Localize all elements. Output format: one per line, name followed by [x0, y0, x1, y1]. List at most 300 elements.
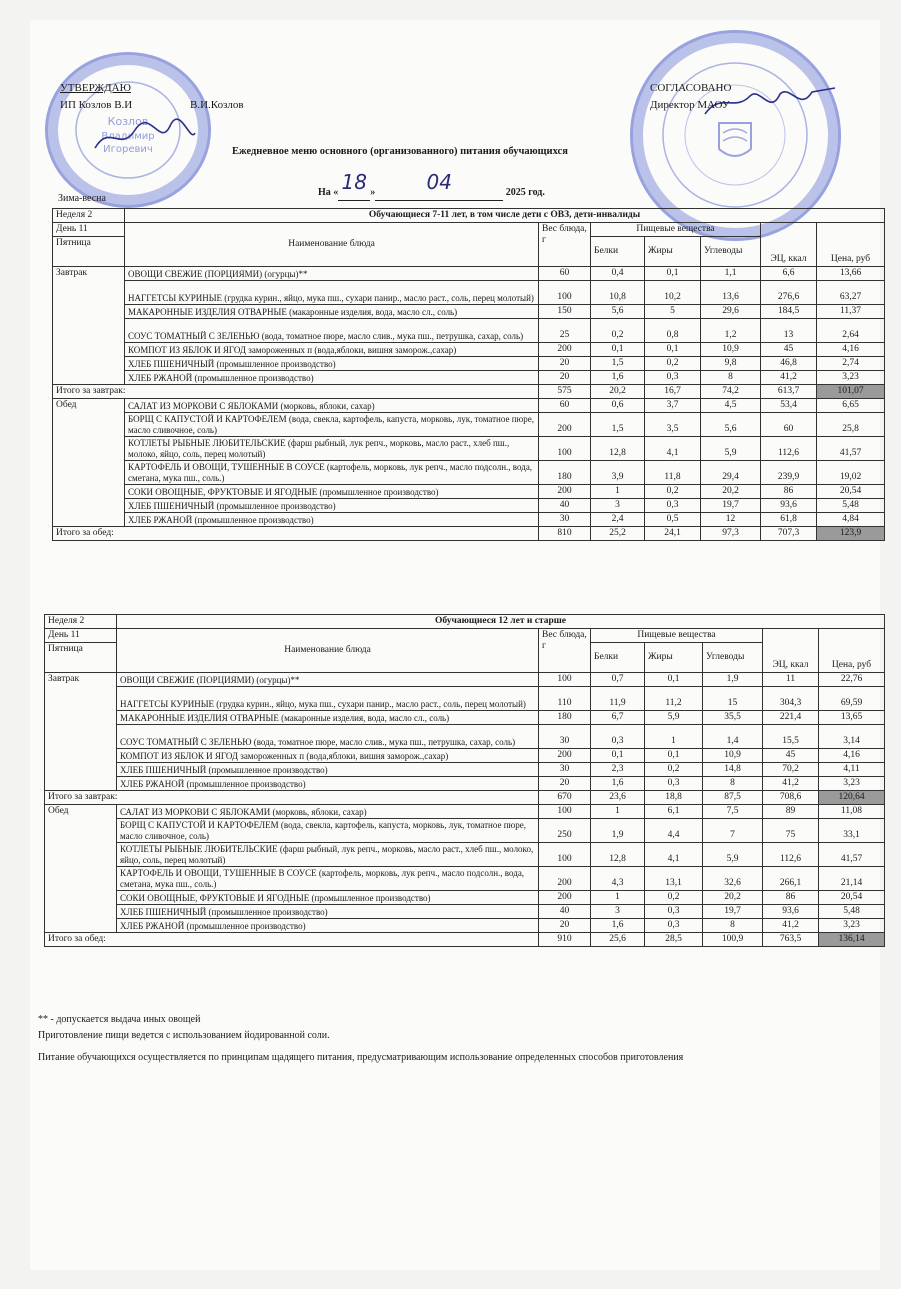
dish-protein: 2,4 — [591, 513, 645, 527]
week-label: Неделя 2 — [53, 209, 125, 223]
dish-kcal: 86 — [763, 891, 819, 905]
dish-weight: 20 — [539, 357, 591, 371]
col-kcal: ЭЦ, ккал — [761, 223, 817, 267]
agreement-block — [650, 80, 731, 114]
dish-weight: 180 — [539, 711, 591, 725]
menu-date — [318, 170, 545, 201]
dish-carbs: 1,9 — [703, 673, 763, 687]
dish-carbs: 29,6 — [701, 305, 761, 319]
dish-name: СОУС ТОМАТНЫЙ С ЗЕЛЕНЬЮ (вода, томатное пюре, масло слив., мука пш., петрушка, сахар, соль) — [117, 725, 539, 749]
note-iodized-salt: Приготовление пищи ведется с использованием йодированной соли. — [38, 1030, 330, 1041]
dish-fat: 0,2 — [645, 891, 703, 905]
dish-name: КАРТОФЕЛЬ И ОВОЩИ, ТУШЕННЫЕ В СОУСЕ (картофель, морковь, лук репч., масло подсолн., вода, сметана, мука пш., соль.) — [125, 461, 539, 485]
agree-role: Директор МАОУ — [650, 99, 730, 111]
dish-weight: 100 — [539, 281, 591, 305]
dish-name: ХЛЕБ РЖАНОЙ (промышленное производство) — [117, 777, 539, 791]
dish-weight: 200 — [539, 413, 591, 437]
dish-fat: 4,4 — [645, 819, 703, 843]
dish-carbs: 7 — [703, 819, 763, 843]
dish-carbs: 20,2 — [701, 485, 761, 499]
dish-carbs: 15 — [703, 687, 763, 711]
dish-carbs: 5,9 — [703, 843, 763, 867]
dish-fat: 0,2 — [645, 763, 703, 777]
dish-name: ХЛЕБ ПШЕНИЧНЫЙ (промышленное производство) — [117, 905, 539, 919]
approval-block — [60, 80, 244, 114]
dish-fat: 0,3 — [645, 777, 703, 791]
note-gentle-nutrition: Питание обучающихся осуществляется по принципам щадящего питания, предусматривающим использование определенных способов приготовления — [38, 1052, 684, 1063]
dish-fat: 3,5 — [645, 413, 701, 437]
breakfast-dish-row — [45, 725, 885, 749]
dish-fat: 0,1 — [645, 749, 703, 763]
dish-weight: 20 — [539, 777, 591, 791]
dish-price: 13,66 — [817, 267, 885, 281]
lunch-total-row — [53, 527, 885, 541]
breakfast-total-label: Итого за завтрак: — [45, 791, 539, 805]
approve-name — [60, 97, 244, 114]
dish-protein: 1,6 — [591, 777, 645, 791]
day-name: Пятница — [45, 643, 117, 673]
svg-text:Владимир: Владимир — [101, 131, 155, 142]
dish-price: 5,48 — [817, 499, 885, 513]
dish-kcal: 276,6 — [761, 281, 817, 305]
dish-kcal: 60 — [761, 413, 817, 437]
dish-carbs: 9,8 — [701, 357, 761, 371]
dish-name: НАГГЕТСЫ КУРИНЫЕ (грудка курин., яйцо, мука пш., сухари панир., масло раст., соль, перец молотый) — [117, 687, 539, 711]
day-row — [45, 629, 885, 643]
dish-protein: 1,9 — [591, 819, 645, 843]
dish-kcal: 266,1 — [763, 867, 819, 891]
dish-weight: 100 — [539, 805, 591, 819]
dish-price: 20,54 — [819, 891, 885, 905]
dish-kcal: 86 — [761, 485, 817, 499]
lunch-total-w: 810 — [539, 527, 591, 541]
dish-protein: 2,3 — [591, 763, 645, 777]
dish-weight: 250 — [539, 819, 591, 843]
dish-name: КОМПОТ ИЗ ЯБЛОК И ЯГОД замороженных п (вода,яблоки, вишня заморож.,сахар) — [125, 343, 539, 357]
dish-carbs: 10,9 — [701, 343, 761, 357]
breakfast-total-row — [45, 791, 885, 805]
breakfast-dish-row — [53, 357, 885, 371]
dish-kcal: 75 — [763, 819, 819, 843]
dish-carbs: 32,6 — [703, 867, 763, 891]
lunch-dish-row — [53, 437, 885, 461]
dish-name: БОРЩ С КАПУСТОЙ И КАРТОФЕЛЕМ (вода, свекла, картофель, капуста, морковь, лук, томатное пюре, масло сливочное, соль) — [117, 819, 539, 843]
dish-weight: 200 — [539, 749, 591, 763]
dish-protein: 10,8 — [591, 281, 645, 305]
note-vegetables: ** - допускается выдача иных овощей — [38, 1014, 201, 1025]
lunch-dish-row — [45, 919, 885, 933]
dish-carbs: 8 — [703, 919, 763, 933]
col-weight: Вес блюда, г — [539, 629, 591, 673]
lunch-total-k: 707,3 — [761, 527, 817, 541]
dish-price: 41,57 — [819, 843, 885, 867]
day-number: День 11 — [53, 223, 125, 237]
dish-kcal: 70,2 — [763, 763, 819, 777]
dish-protein: 1,5 — [591, 357, 645, 371]
dish-name: СОКИ ОВОЩНЫЕ, ФРУКТОВЫЕ И ЯГОДНЫЕ (промышленное производство) — [125, 485, 539, 499]
dish-price: 6,65 — [817, 399, 885, 413]
lunch-dish-row — [53, 413, 885, 437]
dish-kcal: 41,2 — [763, 919, 819, 933]
dish-fat: 0,3 — [645, 919, 703, 933]
lunch-total-p: 25,6 — [591, 933, 645, 947]
dish-fat: 5 — [645, 305, 701, 319]
dish-weight: 200 — [539, 867, 591, 891]
dish-protein: 11,9 — [591, 687, 645, 711]
dish-name: СОКИ ОВОЩНЫЕ, ФРУКТОВЫЕ И ЯГОДНЫЕ (промышленное производство) — [117, 891, 539, 905]
dish-kcal: 45 — [761, 343, 817, 357]
dish-kcal: 61,8 — [761, 513, 817, 527]
dish-fat: 0,1 — [645, 343, 701, 357]
dish-kcal: 93,6 — [761, 499, 817, 513]
dish-name: ОВОЩИ СВЕЖИЕ (ПОРЦИЯМИ) (огурцы)** — [117, 673, 539, 687]
dish-price: 3,14 — [819, 725, 885, 749]
lunch-dish-row — [45, 867, 885, 891]
lunch-total-k: 763,5 — [763, 933, 819, 947]
dish-carbs: 20,2 — [703, 891, 763, 905]
approve-signature-name: В.И.Козлов — [190, 99, 244, 111]
breakfast-total-label: Итого за завтрак: — [53, 385, 539, 399]
dish-fat: 3,7 — [645, 399, 701, 413]
lunch-total-label: Итого за обед: — [53, 527, 539, 541]
menu-table-12-plus — [44, 614, 885, 947]
breakfast-label: Завтрак — [45, 673, 117, 791]
lunch-label: Обед — [53, 399, 125, 527]
dish-price: 21,14 — [819, 867, 885, 891]
dish-weight: 110 — [539, 687, 591, 711]
dish-price: 22,76 — [819, 673, 885, 687]
dish-weight: 25 — [539, 319, 591, 343]
dish-weight: 20 — [539, 919, 591, 933]
dish-protein: 1,6 — [591, 919, 645, 933]
breakfast-dish-row — [53, 343, 885, 357]
dish-fat: 5,9 — [645, 711, 703, 725]
dish-kcal: 184,5 — [761, 305, 817, 319]
dish-protein: 1,6 — [591, 371, 645, 385]
dish-kcal: 89 — [763, 805, 819, 819]
dish-carbs: 1,1 — [701, 267, 761, 281]
col-kcal: ЭЦ, ккал — [763, 629, 819, 673]
lunch-total-price: 123,9 — [817, 527, 885, 541]
group-title: Обучающиеся 7-11 лет, в том числе дети с ОВЗ, дети-инвалиды — [125, 209, 885, 223]
dish-fat: 0,2 — [645, 485, 701, 499]
lunch-total-row — [45, 933, 885, 947]
week-label: Неделя 2 — [45, 615, 117, 629]
breakfast-dish-row — [45, 687, 885, 711]
date-mid: » — [370, 187, 376, 198]
notes-block — [38, 1012, 868, 1066]
dish-weight: 200 — [539, 485, 591, 499]
dish-protein: 12,8 — [591, 437, 645, 461]
col-weight: Вес блюда, г — [539, 223, 591, 267]
breakfast-dish-row — [53, 371, 885, 385]
dish-protein: 0,3 — [591, 725, 645, 749]
breakfast-total-c: 87,5 — [703, 791, 763, 805]
col-price: Цена, руб — [817, 223, 885, 267]
dish-protein: 0,4 — [591, 267, 645, 281]
dish-kcal: 41,2 — [761, 371, 817, 385]
dish-carbs: 13,6 — [701, 281, 761, 305]
lunch-total-c: 97,3 — [701, 527, 761, 541]
left-signature — [90, 118, 200, 158]
dish-kcal: 11 — [763, 673, 819, 687]
document-title: Ежедневное меню основного (организованного) питания обучающихся — [232, 146, 568, 157]
dish-weight: 40 — [539, 905, 591, 919]
dish-protein: 6,7 — [591, 711, 645, 725]
dish-name: КОТЛЕТЫ РЫБНЫЕ ЛЮБИТЕЛЬСКИЕ (фарш рыбный, лук репч., морковь, масло раст., хлеб пш., молоко, яйцо, соль, перец молотый) — [125, 437, 539, 461]
dish-protein: 0,1 — [591, 343, 645, 357]
dish-protein: 0,1 — [591, 749, 645, 763]
dish-price: 11,37 — [817, 305, 885, 319]
lunch-total-f: 28,5 — [645, 933, 703, 947]
dish-carbs: 8 — [701, 371, 761, 385]
lunch-label: Обед — [45, 805, 117, 933]
lunch-dish-row — [45, 819, 885, 843]
breakfast-total-f: 16,7 — [645, 385, 701, 399]
col-protein: Белки — [591, 237, 645, 267]
dish-carbs: 5,9 — [701, 437, 761, 461]
dish-price: 2,64 — [817, 319, 885, 343]
dish-protein: 3,9 — [591, 461, 645, 485]
lunch-dish-row — [53, 485, 885, 499]
dish-price: 69,59 — [819, 687, 885, 711]
dish-price: 5,48 — [819, 905, 885, 919]
dish-protein: 4,3 — [591, 867, 645, 891]
dish-carbs: 4,5 — [701, 399, 761, 413]
col-nutrients: Пищевые вещества — [591, 223, 761, 237]
week-row — [45, 615, 885, 629]
breakfast-dish-row — [45, 777, 885, 791]
breakfast-total-w: 670 — [539, 791, 591, 805]
dish-name: ХЛЕБ РЖАНОЙ (промышленное производство) — [117, 919, 539, 933]
lunch-dish-row — [53, 513, 885, 527]
lunch-total-w: 910 — [539, 933, 591, 947]
dish-carbs: 35,5 — [703, 711, 763, 725]
dish-kcal: 6,6 — [761, 267, 817, 281]
breakfast-total-k: 708,6 — [763, 791, 819, 805]
dish-fat: 0,8 — [645, 319, 701, 343]
dish-name: САЛАТ ИЗ МОРКОВИ С ЯБЛОКАМИ (морковь, яблоки, сахар) — [125, 399, 539, 413]
dish-fat: 10,2 — [645, 281, 701, 305]
dish-weight: 40 — [539, 499, 591, 513]
date-prefix: На « — [318, 187, 339, 198]
dish-carbs: 19,7 — [701, 499, 761, 513]
lunch-dish-row — [45, 891, 885, 905]
dish-kcal: 53,4 — [761, 399, 817, 413]
dish-carbs: 10,9 — [703, 749, 763, 763]
lunch-total-c: 100,9 — [703, 933, 763, 947]
group-title: Обучающиеся 12 лет и старше — [117, 615, 885, 629]
dish-price: 33,1 — [819, 819, 885, 843]
dish-price: 4,11 — [819, 763, 885, 777]
dish-carbs: 29,4 — [701, 461, 761, 485]
dish-price: 20,54 — [817, 485, 885, 499]
dish-price: 2,74 — [817, 357, 885, 371]
agree-title: СОГЛАСОВАНО — [650, 82, 732, 94]
dish-weight: 150 — [539, 305, 591, 319]
dish-weight: 30 — [539, 513, 591, 527]
dish-protein: 3 — [591, 905, 645, 919]
breakfast-total-row — [53, 385, 885, 399]
dish-kcal: 112,6 — [763, 843, 819, 867]
dish-kcal: 45 — [763, 749, 819, 763]
week-row — [53, 209, 885, 223]
dish-protein: 5,6 — [591, 305, 645, 319]
dish-fat: 0,3 — [645, 905, 703, 919]
col-fat: Жиры — [645, 643, 703, 673]
dish-kcal: 15,5 — [763, 725, 819, 749]
day-name: Пятница — [53, 237, 125, 267]
breakfast-dish-row — [45, 673, 885, 687]
dish-fat: 4,1 — [645, 437, 701, 461]
lunch-total-price: 136,14 — [819, 933, 885, 947]
dish-name: НАГГЕТСЫ КУРИНЫЕ (грудка курин., яйцо, мука пш., сухари панир., масло раст., соль, перец молотый) — [125, 281, 539, 305]
lunch-total-p: 25,2 — [591, 527, 645, 541]
col-fat: Жиры — [645, 237, 701, 267]
col-carbs: Углеводы — [703, 643, 763, 673]
lunch-dish-row — [53, 461, 885, 485]
dish-protein: 1 — [591, 891, 645, 905]
lunch-dish-row — [53, 399, 885, 413]
col-dish-name: Наименование блюда — [125, 223, 539, 267]
col-price: Цена, руб — [819, 629, 885, 673]
dish-fat: 0,1 — [645, 267, 701, 281]
dish-name: БОРЩ С КАПУСТОЙ И КАРТОФЕЛЕМ (вода, свекла, картофель, капуста, морковь, лук, томатное пюре, масло сливочное, соль) — [125, 413, 539, 437]
dish-name: ХЛЕБ ПШЕНИЧНЫЙ (промышленное производство) — [125, 357, 539, 371]
dish-fat: 11,2 — [645, 687, 703, 711]
dish-kcal: 46,8 — [761, 357, 817, 371]
dish-price: 19,02 — [817, 461, 885, 485]
col-dish-name: Наименование блюда — [117, 629, 539, 673]
breakfast-total-p: 23,6 — [591, 791, 645, 805]
svg-text:Козлов: Козлов — [107, 115, 149, 128]
lunch-total-f: 24,1 — [645, 527, 701, 541]
dish-price: 25,8 — [817, 413, 885, 437]
dish-name: КОМПОТ ИЗ ЯБЛОК И ЯГОД замороженных п (вода,яблоки, вишня заморож.,сахар) — [117, 749, 539, 763]
date-year: 2025 год. — [505, 187, 545, 198]
dish-price: 3,23 — [817, 371, 885, 385]
dish-carbs: 8 — [703, 777, 763, 791]
dish-price: 4,84 — [817, 513, 885, 527]
dish-protein: 0,7 — [591, 673, 645, 687]
dish-name: МАКАРОННЫЕ ИЗДЕЛИЯ ОТВАРНЫЕ (макаронные изделия, вода, масло сл., соль) — [117, 711, 539, 725]
dish-weight: 30 — [539, 725, 591, 749]
dish-name: САЛАТ ИЗ МОРКОВИ С ЯБЛОКАМИ (морковь, яблоки, сахар) — [117, 805, 539, 819]
col-protein: Белки — [591, 643, 645, 673]
dish-weight: 60 — [539, 399, 591, 413]
lunch-dish-row — [45, 805, 885, 819]
day-number: День 11 — [45, 629, 117, 643]
dish-name: КОТЛЕТЫ РЫБНЫЕ ЛЮБИТЕЛЬСКИЕ (фарш рыбный, лук репч., морковь, масло раст., хлеб пш., молоко, яйцо, соль, перец молотый) — [117, 843, 539, 867]
date-month: 04 — [426, 170, 452, 194]
dish-kcal: 221,4 — [763, 711, 819, 725]
dish-kcal: 112,6 — [761, 437, 817, 461]
date-day: 18 — [341, 170, 367, 194]
dish-fat: 13,1 — [645, 867, 703, 891]
dish-carbs: 5,6 — [701, 413, 761, 437]
day-row — [53, 223, 885, 237]
dish-fat: 0,1 — [645, 673, 703, 687]
dish-carbs: 1,4 — [703, 725, 763, 749]
col-carbs: Углеводы — [701, 237, 761, 267]
dish-price: 41,57 — [817, 437, 885, 461]
breakfast-total-price: 101,07 — [817, 385, 885, 399]
dish-weight: 60 — [539, 267, 591, 281]
dish-name: ОВОЩИ СВЕЖИЕ (ПОРЦИЯМИ) (огурцы)** — [125, 267, 539, 281]
dish-name: ХЛЕБ РЖАНОЙ (промышленное производство) — [125, 371, 539, 385]
breakfast-total-p: 20,2 — [591, 385, 645, 399]
dish-carbs: 14,8 — [703, 763, 763, 777]
dish-weight: 100 — [539, 673, 591, 687]
dish-name: ХЛЕБ РЖАНОЙ (промышленное производство) — [125, 513, 539, 527]
dish-protein: 1,5 — [591, 413, 645, 437]
dish-name: ХЛЕБ ПШЕНИЧНЫЙ (промышленное производство) — [117, 763, 539, 777]
breakfast-dish-row — [53, 319, 885, 343]
dish-price: 63,27 — [817, 281, 885, 305]
lunch-dish-row — [45, 843, 885, 867]
dish-protein: 1 — [591, 485, 645, 499]
dish-carbs: 12 — [701, 513, 761, 527]
breakfast-dish-row — [53, 267, 885, 281]
dish-fat: 1 — [645, 725, 703, 749]
breakfast-dish-row — [45, 749, 885, 763]
dish-fat: 0,3 — [645, 371, 701, 385]
breakfast-total-c: 74,2 — [701, 385, 761, 399]
svg-text:Игоревич: Игоревич — [103, 144, 153, 155]
dish-kcal: 304,3 — [763, 687, 819, 711]
dish-weight: 100 — [539, 437, 591, 461]
breakfast-dish-row — [53, 305, 885, 319]
dish-protein: 3 — [591, 499, 645, 513]
dish-price: 4,16 — [817, 343, 885, 357]
dish-weight: 30 — [539, 763, 591, 777]
dish-weight: 100 — [539, 843, 591, 867]
breakfast-dish-row — [45, 763, 885, 777]
dish-fat: 11,8 — [645, 461, 701, 485]
dish-name: КАРТОФЕЛЬ И ОВОЩИ, ТУШЕННЫЕ В СОУСЕ (картофель, морковь, лук репч., масло подсолн., вода, сметана, мука пш., соль.) — [117, 867, 539, 891]
dish-carbs: 7,5 — [703, 805, 763, 819]
lunch-total-label: Итого за обед: — [45, 933, 539, 947]
dish-price: 13,65 — [819, 711, 885, 725]
lunch-dish-row — [53, 499, 885, 513]
dish-fat: 6,1 — [645, 805, 703, 819]
dish-weight: 20 — [539, 371, 591, 385]
dish-fat: 0,5 — [645, 513, 701, 527]
dish-price: 11,08 — [819, 805, 885, 819]
dish-kcal: 41,2 — [763, 777, 819, 791]
breakfast-total-k: 613,7 — [761, 385, 817, 399]
dish-name: ХЛЕБ ПШЕНИЧНЫЙ (промышленное производство) — [125, 499, 539, 513]
dish-weight: 200 — [539, 343, 591, 357]
dish-protein: 0,2 — [591, 319, 645, 343]
dish-fat: 0,3 — [645, 499, 701, 513]
breakfast-dish-row — [53, 281, 885, 305]
breakfast-total-price: 120,64 — [819, 791, 885, 805]
col-nutrients: Пищевые вещества — [591, 629, 763, 643]
breakfast-total-w: 575 — [539, 385, 591, 399]
breakfast-label: Завтрак — [53, 267, 125, 385]
dish-kcal: 93,6 — [763, 905, 819, 919]
lunch-dish-row — [45, 905, 885, 919]
menu-table-7-11 — [52, 208, 885, 541]
season-label: Зима-весна — [58, 193, 106, 204]
breakfast-dish-row — [45, 711, 885, 725]
dish-name: СОУС ТОМАТНЫЙ С ЗЕЛЕНЬЮ (вода, томатное пюре, масло слив., мука пш., петрушка, сахар, соль) — [125, 319, 539, 343]
approve-name-text: ИП Козлов В.И — [60, 99, 133, 111]
dish-kcal: 239,9 — [761, 461, 817, 485]
dish-weight: 200 — [539, 891, 591, 905]
dish-protein: 0,6 — [591, 399, 645, 413]
